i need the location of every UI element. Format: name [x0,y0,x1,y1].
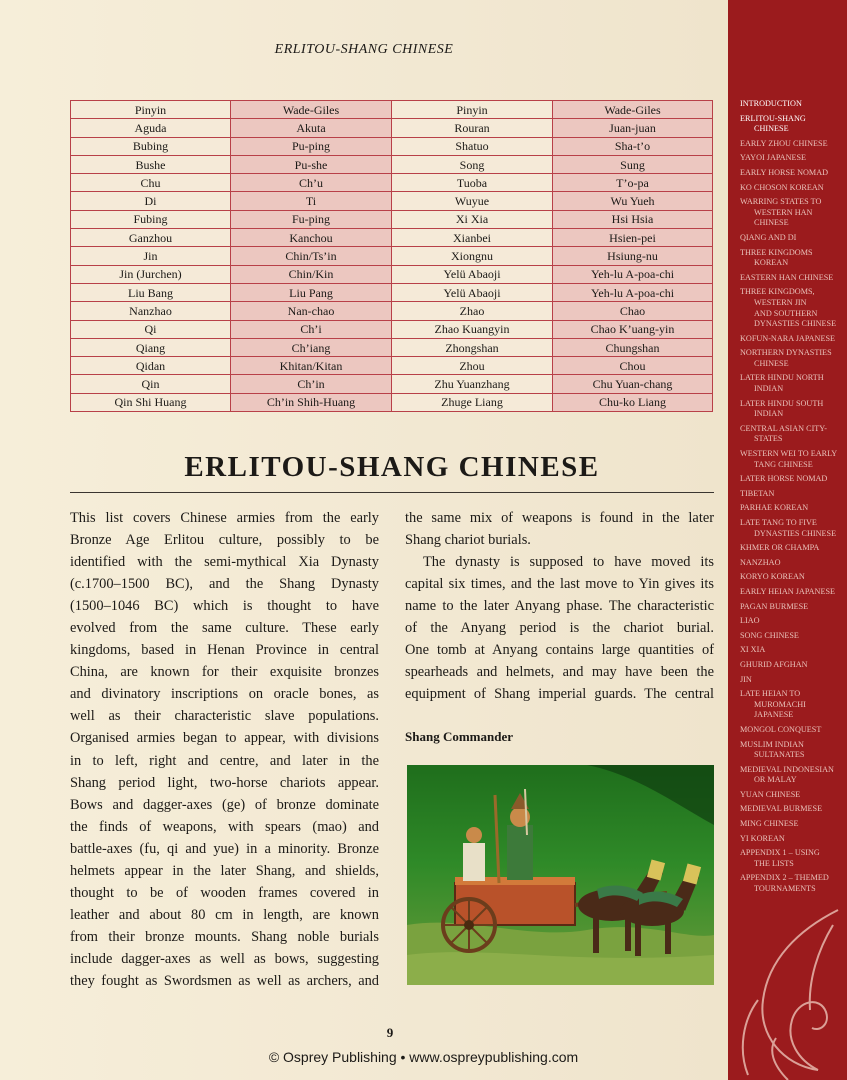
table-cell: Chao [553,302,713,320]
nav-item-label: SULTANATES [754,750,805,760]
heading-rule [70,492,714,493]
table-cell: Pu-ping [231,137,392,155]
nav-item-label: LATER HORSE NOMAD [740,474,828,484]
nav-item[interactable] [740,645,844,656]
nav-item[interactable] [740,489,844,500]
nav-item-label: MONGOL CONQUEST [740,724,822,734]
nav-item-label: KHMER OR CHAMPA [740,543,820,553]
nav-item-label: MEDIEVAL BURMESE [740,804,823,814]
body-line: include dagger-axes as well as bows, suggesting [70,950,379,967]
table-header-cell: Pinyin [392,101,553,119]
nav-item-label: LATER HINDU SOUTH [740,398,824,408]
table-cell: Chungshan [553,338,713,356]
table-cell: Chin/Kin [231,265,392,283]
table-cell: Nan-chao [231,302,392,320]
body-line: Shang period light, two-horse chariots appear. [70,774,379,791]
decorative-swirl-icon [728,900,847,1080]
running-head: ERLITOU-SHANG CHINESE [274,42,454,57]
table-row [71,210,713,228]
nav-item-label: LATE TANG TO FIVE [740,518,817,527]
table-cell: Yeh-lu A-poa-chi [553,265,713,283]
table-cell: Qidan [71,357,231,375]
nav-item[interactable] [740,848,844,869]
nav-item-label: GHURID AFGHAN [740,659,808,669]
table-cell: Qi [71,320,231,338]
publisher-footer: © Osprey Publishing • www.ospreypublishing.com [268,1049,579,1065]
table-cell: Xi Xia [392,210,553,228]
body-line: thought to be of wooden frames covered in [70,884,379,901]
nav-item[interactable] [740,424,844,445]
table-cell: Chu Yuan-chang [553,375,713,393]
table-cell: T’o-pa [553,174,713,192]
table-cell: Yelü Abaoji [392,283,553,301]
table-header-row [71,101,713,119]
shang-commander-photo [407,765,714,985]
table-header-cell: Wade-Giles [231,101,392,119]
table-row [71,174,713,192]
nav-item-label: CENTRAL ASIAN CITY- [740,423,828,433]
nav-item-label: INDIAN [754,409,784,419]
table-cell: Wu Yueh [553,192,713,210]
body-line: spearheads and helmets, and may have been the [405,664,714,681]
nav-item[interactable] [740,449,844,470]
table-cell: Aguda [71,119,231,137]
table-cell: Zhuge Liang [392,393,553,411]
nav-item-label: EARLY HEIAN JAPANESE [740,586,836,596]
nav-item[interactable] [740,518,844,539]
table-cell: Liu Bang [71,283,231,301]
photo-caption: Shang Commander [405,729,513,744]
nav-item-label: WESTERN HAN [754,207,813,217]
nav-item[interactable] [740,725,844,736]
table-cell: Zhongshan [392,338,553,356]
nav-item-label: CHINESE [754,358,789,368]
table-cell: Sha-t’o [553,137,713,155]
nav-item[interactable] [740,631,844,642]
body-line: and divinatory inscriptions on oracle bones, as [70,686,379,703]
body-line: This list covers Chinese armies from the early [70,510,379,526]
table-cell: Ch’in [231,375,392,393]
nav-item-label: INDIAN [754,384,784,394]
nav-item[interactable] [740,99,844,110]
nav-item-label: JIN [740,674,752,684]
nav-item-label: WESTERN WEI TO EARLY [740,449,838,459]
table-cell: Chao K’uang-yin [553,320,713,338]
body-line: the finds of weapons, with spears (mao) and [70,818,379,835]
table-cell: Zhao [392,302,553,320]
nav-item-label: NANZHAO [740,557,781,567]
nav-item-label: THE LISTS [754,858,794,868]
table-row [71,320,713,338]
body-line: The dynasty is supposed to have moved its [423,554,714,571]
body-line: well as their characteristic slave populations. [70,708,379,725]
table-cell: Jin (Jurchen) [71,265,231,283]
table-cell: Hsiung-nu [553,247,713,265]
nav-item-label: ERLITOU-SHANG [740,113,806,123]
table-cell: Ti [231,192,392,210]
table-cell: Khitan/Kitan [231,357,392,375]
nav-item-label: KORYO KOREAN [740,572,805,582]
romanization-table [70,100,713,412]
chapter-nav [740,99,844,899]
table-cell: Chu [71,174,231,192]
nav-item-label: YAYOI JAPANESE [740,153,807,163]
nav-item-label: LATER HINDU NORTH [740,373,824,383]
table-cell: Pu-she [231,155,392,173]
nav-item[interactable] [740,183,844,194]
nav-item-label: SONG CHINESE [740,630,799,640]
section-heading: ERLITOU-SHANG CHINESE [184,451,600,483]
table-cell: Shatuo [392,137,553,155]
body-line: equipment of Shang imperial guards. The central [405,686,714,703]
table-cell: Tuoba [392,174,553,192]
table-cell: Sung [553,155,713,173]
nav-item-label: CHINESE [754,218,789,228]
nav-item[interactable] [740,153,844,164]
body-line: Organised armies began to appear, with divisions [70,730,379,747]
nav-item-label: DYNASTIES CHINESE [754,319,837,329]
nav-item[interactable] [740,587,844,598]
table-row [71,302,713,320]
nav-item-label: XI XIA [740,645,766,655]
nav-item[interactable] [740,197,844,229]
table-cell: Liu Pang [231,283,392,301]
nav-item[interactable] [740,139,844,150]
nav-item[interactable] [740,168,844,179]
nav-item-label: TANG CHINESE [754,459,813,469]
table-row [71,192,713,210]
body-line: capital six times, and the last move to Yin gives its [405,576,714,593]
nav-item-label: PAGAN BURMESE [740,601,809,611]
table-cell: Yeh-lu A-poa-chi [553,283,713,301]
nav-item-label: EARLY HORSE NOMAD [740,167,829,177]
nav-item-label: EASTERN HAN CHINESE [740,272,834,282]
table-row [71,357,713,375]
nav-item[interactable] [740,233,844,244]
body-line: of the Anyang period is the chariot burial. [405,620,714,637]
body-line: China, are known for their exquisite bronzes [70,664,379,681]
table-cell: Chou [553,357,713,375]
table-row [71,229,713,247]
nav-item-label: THREE KINGDOMS [740,247,813,257]
table-cell: Ch’iang [231,338,392,356]
nav-item[interactable] [740,790,844,801]
nav-item-label: OR MALAY [754,775,797,785]
chapter-sidebar [728,0,847,1080]
body-line: identified with the semi-mythical Xia Dynasty [70,554,379,571]
nav-item-label: YUAN CHINESE [740,789,801,799]
body-line: the same mix of weapons is found in the later [405,510,714,526]
table-row [71,119,713,137]
body-line: leather and about 80 cm in length, are known [70,906,379,923]
table-cell: Wuyue [392,192,553,210]
table-cell: Bubing [71,137,231,155]
body-line: evolved from the same culture. These early [70,620,379,637]
nav-item[interactable] [740,675,844,686]
nav-item[interactable] [740,248,844,269]
table-cell: Ch’i [231,320,392,338]
table-cell: Zhu Yuanzhang [392,375,553,393]
table-cell: Akuta [231,119,392,137]
body-line: Bronze Age Erlitou culture, possibly to be [70,532,379,549]
nav-item-label: DYNASTIES CHINESE [754,528,837,538]
table-cell: Kanchou [231,229,392,247]
nav-item-label: QIANG AND DI [740,232,797,242]
nav-item-label: KO CHOSON KOREAN [740,182,824,192]
table-cell: Nanzhao [71,302,231,320]
nav-item-label: AND SOUTHERN [754,308,818,318]
table-cell: Yelü Abaoji [392,265,553,283]
table-cell: Rouran [392,119,553,137]
nav-item-label: INTRODUCTION [740,99,802,108]
body-line: Shang chariot burials. [405,532,531,549]
table-cell: Hsi Hsia [553,210,713,228]
page-number: 9 [386,1025,394,1040]
table-cell: Ch’u [231,174,392,192]
nav-item[interactable] [740,273,844,284]
nav-item-label: JAPANESE [754,710,794,720]
table-cell: Qiang [71,338,231,356]
nav-item[interactable] [740,503,844,514]
nav-item-label: KOFUN-NARA JAPANESE [740,333,836,343]
nav-item[interactable] [740,602,844,613]
body-line: battle-axes (fu, qi and yue) in a minority. Bronze [70,840,379,857]
table-header-cell: Wade-Giles [553,101,713,119]
nav-item[interactable] [740,287,844,329]
table-cell: Fu-ping [231,210,392,228]
nav-item[interactable] [740,689,844,721]
nav-item-label: TIBETAN [740,488,775,498]
body-line: they fought as Swordsmen as well as archers, and [70,972,379,989]
body-line: helmets appear in the later Shang, and shields, [70,862,379,879]
nav-item-label: THREE KINGDOMS, [740,287,815,297]
body-line: (1500–1046 BC) which is thought to have [70,598,379,615]
nav-item-label: WARRING STATES TO [740,197,822,207]
nav-item-label: APPENDIX 2 – THEMED [740,873,829,883]
body-line: Bows and dagger-axes (ge) of bronze dominate [70,796,379,813]
nav-item[interactable] [740,558,844,569]
nav-item[interactable] [740,373,844,394]
table-cell: Hsien-pei [553,229,713,247]
nav-item[interactable] [740,660,844,671]
table-cell: Di [71,192,231,210]
table-row [71,338,713,356]
body-line: kingdoms, based in Henan Province in central [70,642,379,659]
table-header-cell: Pinyin [71,101,231,119]
table-cell: Qin Shi Huang [71,393,231,411]
table-row [71,393,713,411]
body-column-right [405,507,714,705]
table-row [71,155,713,173]
nav-item-label: NORTHERN DYNASTIES [740,348,832,358]
table-cell: Zhou [392,357,553,375]
table-cell: Juan-juan [553,119,713,137]
nav-item-label: CHINESE [754,124,789,134]
body-column-left [70,507,379,992]
nav-item[interactable] [740,765,844,786]
nav-item-label: KOREAN [754,258,789,268]
nav-item-label: MUSLIM INDIAN [740,739,804,749]
table-row [71,265,713,283]
table-row [71,137,713,155]
nav-item-label: TOURNAMENTS [754,884,816,894]
table-cell: Chu-ko Liang [553,393,713,411]
nav-item-label: MUROMACHI [754,699,806,709]
nav-item[interactable] [740,114,844,135]
body-line: name to the later Anyang phase. The characteristic [405,598,714,615]
table-cell: Fubing [71,210,231,228]
nav-item-label: EARLY ZHOU CHINESE [740,138,828,148]
nav-item-label: LATE HEIAN TO [740,689,801,699]
table-row [71,283,713,301]
nav-item[interactable] [740,873,844,894]
nav-item-label: APPENDIX 1 – USING [740,848,820,858]
table-row [71,247,713,265]
body-line: (c.1700–1500 BC), and the Shang Dynasty [70,576,379,593]
nav-item-label: STATES [754,434,783,444]
nav-item[interactable] [740,740,844,761]
body-line: One tomb at Anyang contains large quantities of [405,642,714,659]
nav-item-label: MEDIEVAL INDONESIAN [740,764,834,774]
nav-item[interactable] [740,834,844,845]
nav-item[interactable] [740,804,844,815]
table-cell: Zhao Kuangyin [392,320,553,338]
nav-item[interactable] [740,334,844,345]
nav-item[interactable] [740,572,844,583]
table-cell: Xiongnu [392,247,553,265]
table-cell: Qin [71,375,231,393]
nav-item[interactable] [740,543,844,554]
nav-item[interactable] [740,348,844,369]
nav-item-label: MING CHINESE [740,819,799,829]
nav-item-label: PARHAE KOREAN [740,503,809,513]
nav-item-label: WESTERN JIN [754,297,807,307]
nav-item[interactable] [740,616,844,627]
table-cell: Jin [71,247,231,265]
body-line: from their bronze mounts. Shang noble burials [70,928,379,945]
table-cell: Ch’in Shih-Huang [231,393,392,411]
table-row [71,375,713,393]
table-cell: Song [392,155,553,173]
nav-item[interactable] [740,474,844,485]
table-cell: Xianbei [392,229,553,247]
nav-item-label: LIAO [740,616,760,626]
table-cell: Chin/Ts’in [231,247,392,265]
nav-item[interactable] [740,819,844,830]
body-line: in to left, right and centre, and later in the [70,752,379,769]
table-cell: Ganzhou [71,229,231,247]
nav-item[interactable] [740,399,844,420]
table-cell: Bushe [71,155,231,173]
nav-item-label: YI KOREAN [740,833,785,843]
